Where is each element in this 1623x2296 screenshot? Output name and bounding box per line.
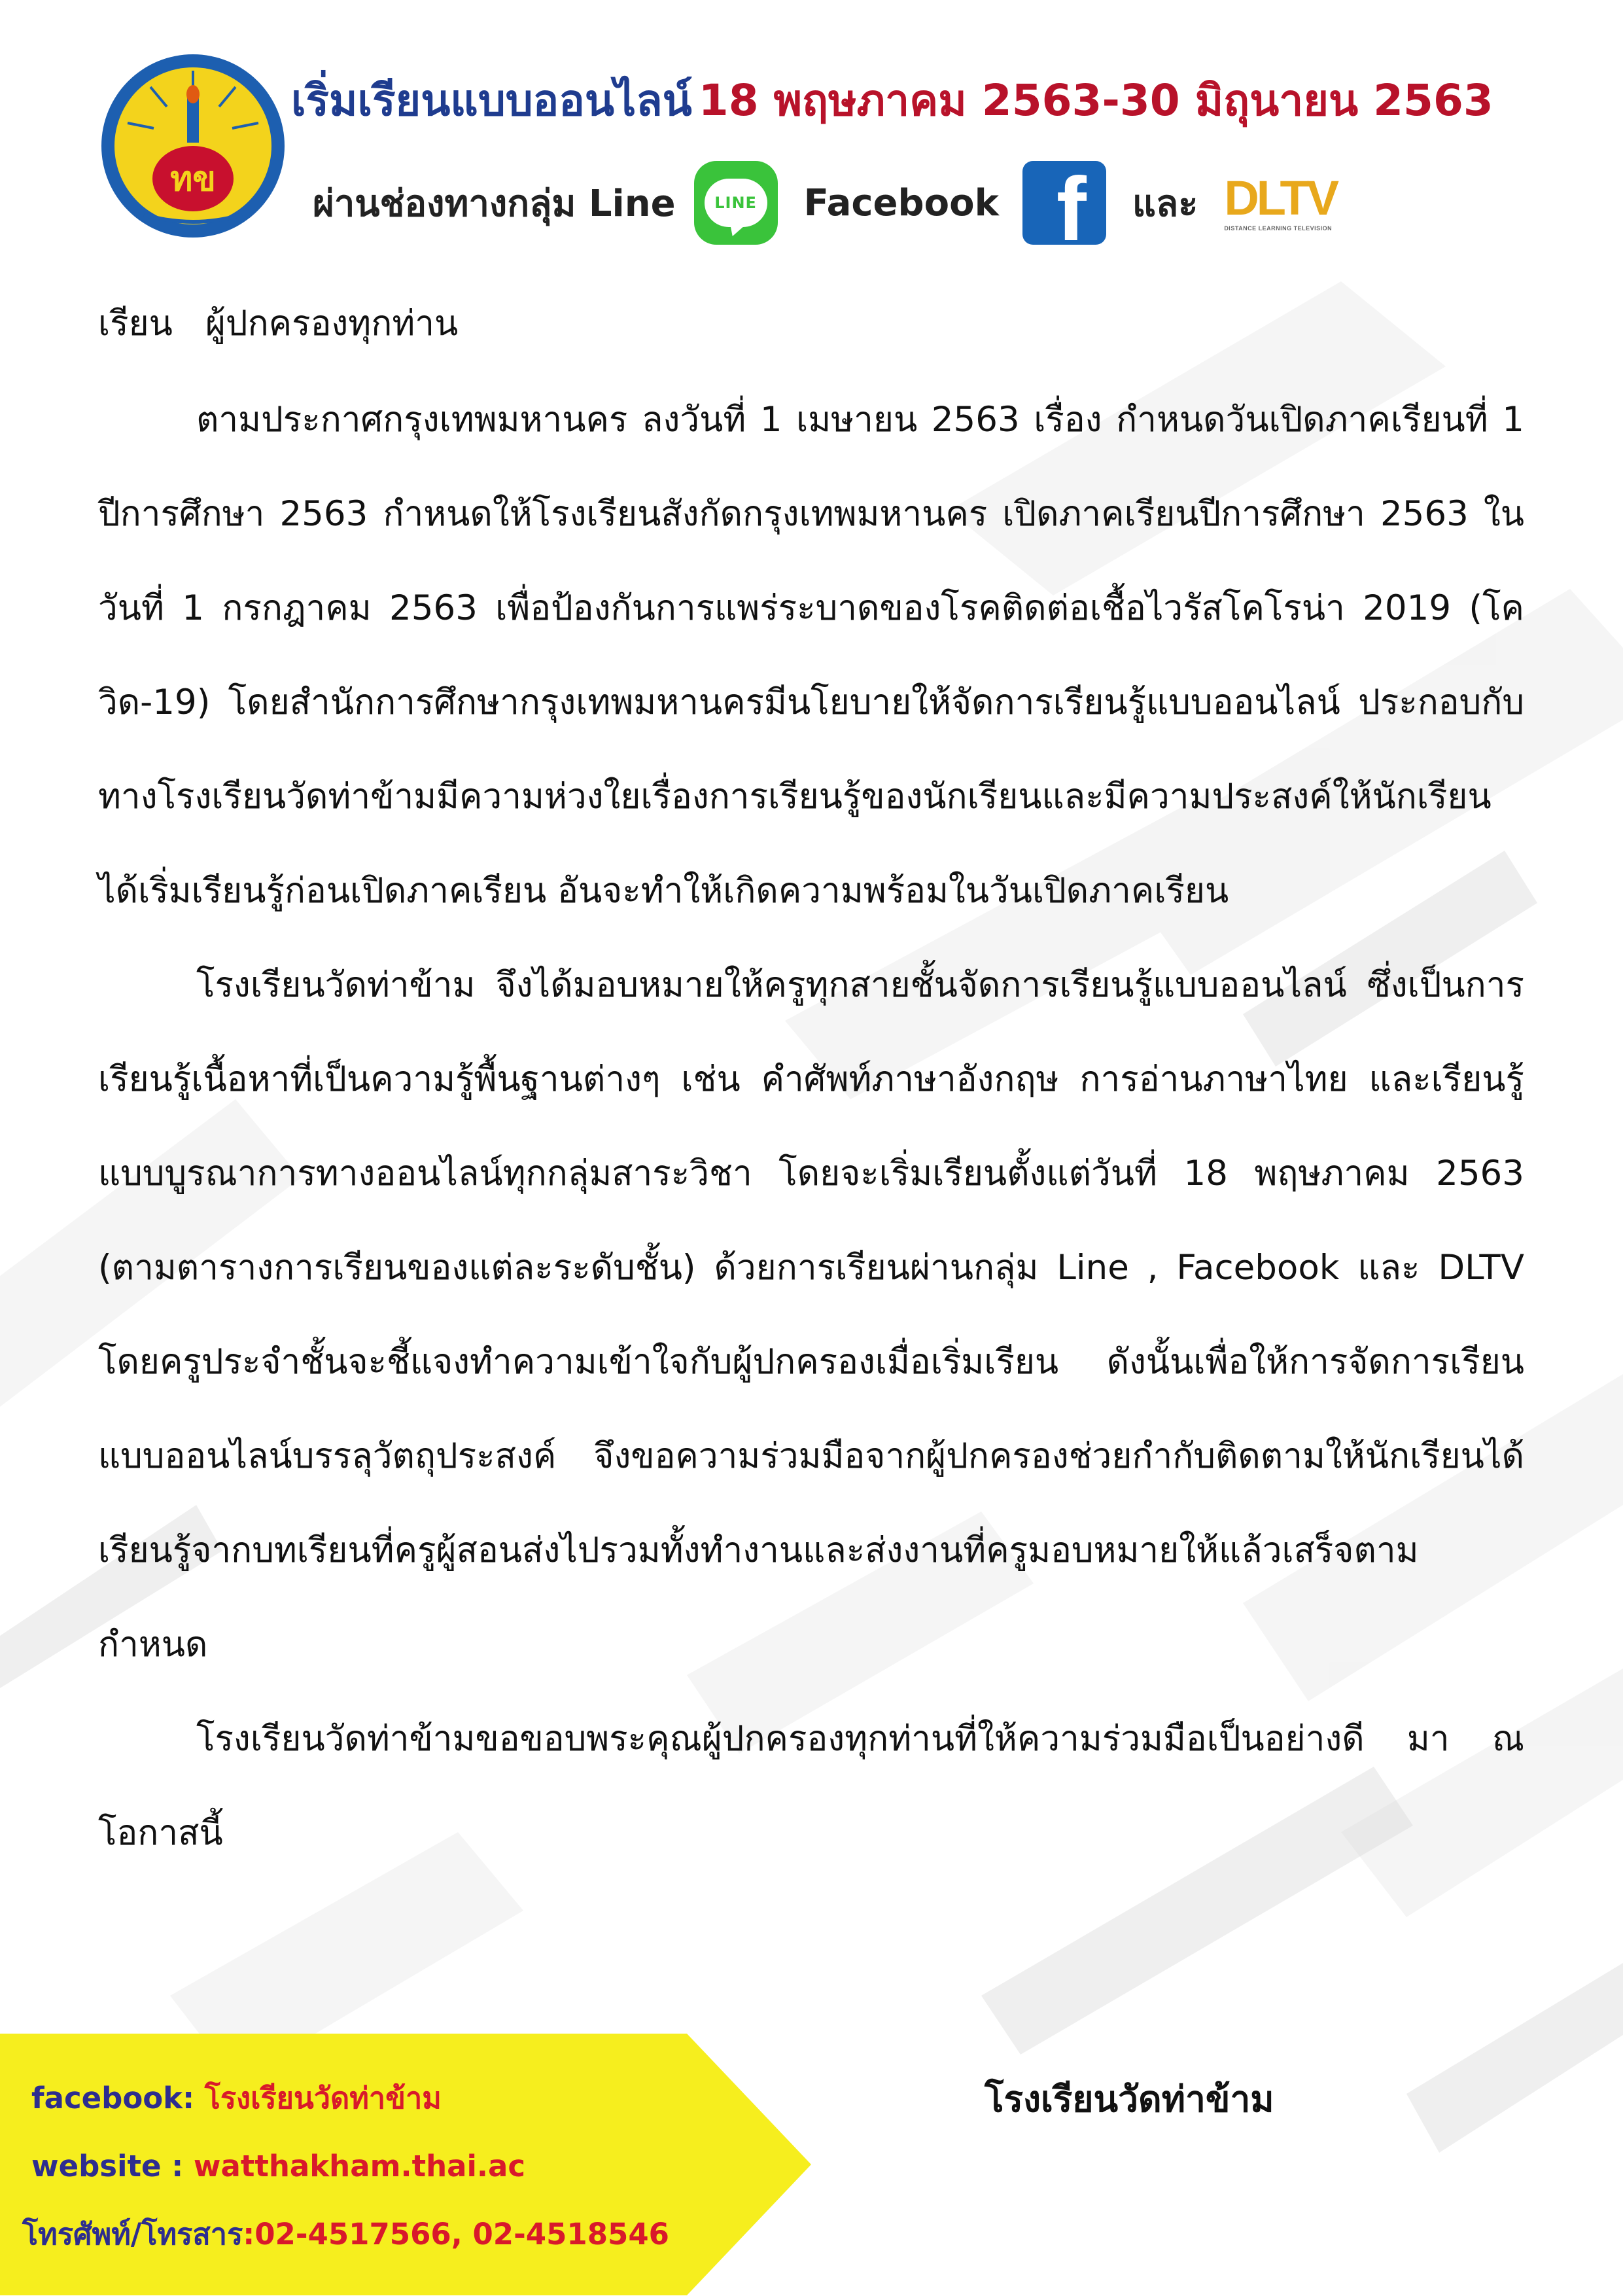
salutation-label: เรียน bbox=[98, 304, 173, 344]
title-main: เริ่มเรียนแบบออนไลน์ bbox=[291, 75, 692, 126]
phone-label: โทรศัพท์/โทรสาร bbox=[22, 2217, 243, 2252]
dltv-logo bbox=[1224, 160, 1337, 245]
contact-website bbox=[31, 2132, 669, 2200]
and-label: และ bbox=[1132, 182, 1198, 225]
facebook-contact-value[interactable]: โรงเรียนวัดท่าข้าม bbox=[204, 2081, 442, 2115]
contact-facebook bbox=[31, 2064, 669, 2132]
facebook-label: Facebook bbox=[803, 181, 999, 224]
title-dates: 18 พฤษภาคม 2563-30 มิถุนายน 2563 bbox=[698, 75, 1493, 126]
phone-value: :02-4517566, 02-4518546 bbox=[243, 2217, 669, 2252]
salutation-recipient: ผู้ปกครองทุกท่าน bbox=[205, 304, 459, 344]
letter-body bbox=[98, 373, 1524, 1881]
paragraph-3: โรงเรียนวัดท่าข้ามขอขอบพระคุณผู้ปกครองทุกท่านที่ให้ความร่วมมือเป็นอย่างดี มา ณ โอกาสนี้ bbox=[98, 1719, 1524, 1853]
school-logo bbox=[98, 51, 288, 241]
line-icon bbox=[694, 161, 778, 245]
dltv-mark: DLTV bbox=[1224, 170, 1337, 225]
contact-phone bbox=[22, 2200, 669, 2269]
website-label: website : bbox=[31, 2149, 184, 2183]
paragraph-2: โรงเรียนวัดท่าข้าม จึงได้มอบหมายให้ครูทุกสายชั้นจัดการเรียนรู้แบบออนไลน์ ซึ่งเป็นการเรียนรู้เนื้อหาที่เป็นความรู้พื้นฐานต่างๆ เช่น คำศัพท์ภาษาอังกฤษ การอ่านภาษาไทย และเรียนรู้แบบบูรณาการทางออนไลน์ทุกกลุ่มสาระวิชา โดยจะเริ่มเรียนตั้งแต่วันที่ 18 พฤษภาคม 2563 (ตามตารางการเรียนของแต่ละระดับชั้น) ด้วยการเรียนผ่านกลุ่ม Line , Facebook และ DLTV โดยครูประจำชั้นจะชี้แจงทำความเข้าใจกับผู้ปกครองเมื่อเริ่มเรียน ดังนั้นเพื่อให้การจัดการเรียนแบบออนไลน์บรรลุวัตถุประสงค์ จึงขอความร่วมมือจากผู้ปกครองช่วยกำกับติดตามให้นักเรียนได้เรียนรู้จากบทเรียนที่ครูผู้สอนส่งไปรวมทั้งทำงานและส่งงานที่ครูมอบหมายให้แล้วเสร็จตามกำหนด bbox=[98, 965, 1524, 1665]
dltv-subtext: DISTANCE LEARNING TELEVISION bbox=[1224, 224, 1333, 232]
website-link[interactable]: watthakham.thai.ac bbox=[193, 2149, 526, 2183]
channels-row bbox=[313, 161, 1490, 245]
svg-text:ทข: ทข bbox=[170, 160, 216, 199]
salutation bbox=[98, 288, 458, 360]
paragraph-1: ตามประกาศกรุงเทพมหานคร ลงวันที่ 1 เมษายน 2563 เรื่อง กำหนดวันเปิดภาคเรียนที่ 1 ปีการศึกษา 2563 กำหนดให้โรงเรียนสังกัดกรุงเทพมหานคร เปิดภาคเรียนปีการศึกษา 2563 ในวันที่ 1 กรกฎาคม 2563 เพื่อป้องกันการแพร่ระบาดของโรคติดต่อเชื้อไวรัสโคโรน่า 2019 (โควิด-19) โดยสำนักการศึกษากรุงเทพมหานครมีนโยบายให้จัดการเรียนรู้แบบออนไลน์ ประกอบกับทางโรงเรียนวัดท่าข้ามมีความห่วงใยเรื่องการเรียนรู้ของนักเรียนและมีความประสงค์ให้นักเรียนได้เริ่มเรียนรู้ก่อนเปิดภาคเรียน อันจะทำให้เกิดความพร้อมในวันเปิดภาคเรียน bbox=[98, 400, 1524, 911]
channels-prefix: ผ่านช่องทางกลุ่ม Line bbox=[313, 182, 676, 225]
facebook-icon: f bbox=[1022, 161, 1106, 245]
header-title bbox=[291, 68, 1599, 133]
facebook-contact-label: facebook: bbox=[31, 2081, 195, 2115]
contact-info bbox=[22, 2064, 669, 2269]
line-icon-text: LINE bbox=[714, 194, 757, 212]
signature: โรงเรียนวัดท่าข้าม bbox=[985, 2078, 1274, 2120]
